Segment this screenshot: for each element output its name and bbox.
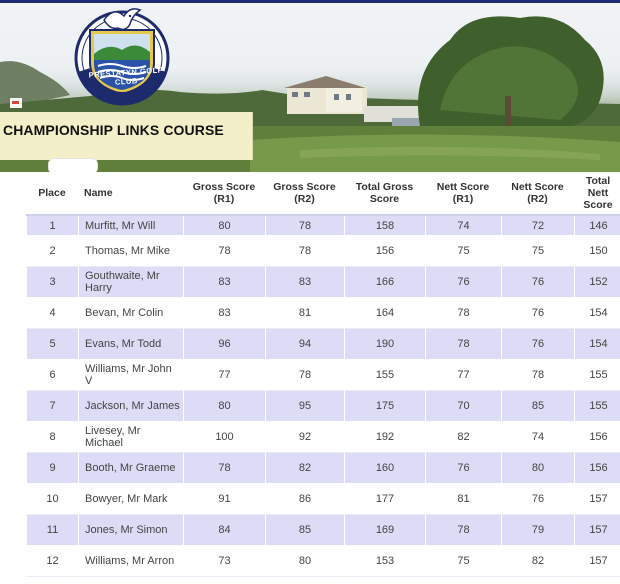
total-nett-cell: 146: [574, 216, 620, 236]
nett-r2-cell: 79: [501, 515, 574, 546]
total-nett-cell: 157: [574, 484, 620, 515]
col-header-nett-r2: Nett Score (R2): [501, 172, 574, 216]
place-cell: 9: [26, 453, 78, 484]
nett-r2-cell: 74: [501, 422, 574, 453]
nett-r1-cell: 78: [425, 298, 501, 329]
place-cell: 3: [26, 267, 78, 298]
nett-r1-cell: 82: [425, 422, 501, 453]
total-gross-cell: 190: [344, 329, 425, 360]
table-row: [26, 298, 620, 329]
place-cell: 2: [26, 236, 78, 267]
gross-r2-cell: 78: [265, 236, 344, 267]
nett-r1-cell: 75: [425, 546, 501, 577]
course-title: CHAMPIONSHIP LINKS COURSE: [3, 122, 224, 138]
place-cell: 5: [26, 329, 78, 360]
name-cell: Gouthwaite, Mr Harry: [78, 267, 183, 298]
total-gross-cell: 164: [344, 298, 425, 329]
total-gross-cell: 177: [344, 484, 425, 515]
total-gross-cell: 153: [344, 546, 425, 577]
nett-r2-cell: 76: [501, 484, 574, 515]
col-header-total-nett: Total Nett Score: [574, 172, 620, 216]
name-cell: Thomas, Mr Mike: [78, 236, 183, 267]
total-nett-cell: 155: [574, 391, 620, 422]
nett-r2-cell: 80: [501, 453, 574, 484]
name-cell: Williams, Mr John V: [78, 360, 183, 391]
table-row: [26, 546, 620, 577]
nett-r2-cell: 78: [501, 360, 574, 391]
gross-r1-cell: 83: [183, 298, 265, 329]
name-cell: Livesey, Mr Michael: [78, 422, 183, 453]
total-gross-cell: 166: [344, 267, 425, 298]
table-row: [26, 453, 620, 484]
gross-r2-cell: 80: [265, 546, 344, 577]
place-cell: 11: [26, 515, 78, 546]
nett-r2-cell: 75: [501, 236, 574, 267]
gross-r1-cell: 91: [183, 484, 265, 515]
gross-r1-cell: 80: [183, 391, 265, 422]
total-gross-cell: 169: [344, 515, 425, 546]
gross-r2-cell: 82: [265, 453, 344, 484]
nett-r1-cell: 75: [425, 236, 501, 267]
place-cell: 10: [26, 484, 78, 515]
nett-r1-cell: 78: [425, 515, 501, 546]
gross-r2-cell: 95: [265, 391, 344, 422]
table-row: [26, 391, 620, 422]
name-cell: Williams, Mr Arron: [78, 546, 183, 577]
name-cell: Booth, Mr Graeme: [78, 453, 183, 484]
table-row: [26, 267, 620, 298]
place-cell: 7: [26, 391, 78, 422]
total-nett-cell: 150: [574, 236, 620, 267]
nett-r1-cell: 70: [425, 391, 501, 422]
name-cell: Jackson, Mr James: [78, 391, 183, 422]
table-row: [26, 216, 620, 236]
gross-r1-cell: 100: [183, 422, 265, 453]
nett-r2-cell: 76: [501, 329, 574, 360]
club-logo: [70, 2, 174, 106]
place-cell: 8: [26, 422, 78, 453]
gross-r1-cell: 78: [183, 236, 265, 267]
gross-r2-cell: 81: [265, 298, 344, 329]
name-cell: Murfitt, Mr Will: [78, 216, 183, 236]
total-gross-cell: 155: [344, 360, 425, 391]
table-row: [26, 360, 620, 391]
gross-r1-cell: 73: [183, 546, 265, 577]
total-gross-cell: 175: [344, 391, 425, 422]
gross-r2-cell: 94: [265, 329, 344, 360]
place-cell: 4: [26, 298, 78, 329]
gross-r2-cell: 92: [265, 422, 344, 453]
gross-r1-cell: 80: [183, 216, 265, 236]
total-nett-cell: 154: [574, 329, 620, 360]
nett-r2-cell: 76: [501, 267, 574, 298]
nett-r2-cell: 82: [501, 546, 574, 577]
name-cell: Bowyer, Mr Mark: [78, 484, 183, 515]
col-header-gross-r2: Gross Score (R2): [265, 172, 344, 216]
table-header-row: [26, 172, 620, 216]
col-header-place: Place: [26, 172, 78, 216]
table-row: [26, 329, 620, 360]
total-gross-cell: 160: [344, 453, 425, 484]
gross-r1-cell: 96: [183, 329, 265, 360]
nett-r2-cell: 85: [501, 391, 574, 422]
gross-r2-cell: 78: [265, 360, 344, 391]
gross-r1-cell: 78: [183, 453, 265, 484]
col-header-name: Name: [78, 172, 183, 216]
name-cell: Jones, Mr Simon: [78, 515, 183, 546]
place-cell: 12: [26, 546, 78, 577]
table-row: [26, 484, 620, 515]
nett-r1-cell: 76: [425, 267, 501, 298]
gross-r2-cell: 83: [265, 267, 344, 298]
total-nett-cell: 156: [574, 422, 620, 453]
gross-r2-cell: 85: [265, 515, 344, 546]
nett-r1-cell: 76: [425, 453, 501, 484]
results-table-container: [26, 172, 620, 584]
col-header-total-gross: Total Gross Score: [344, 172, 425, 216]
nett-r2-cell: 72: [501, 216, 574, 236]
gross-r1-cell: 77: [183, 360, 265, 391]
place-cell: 6: [26, 360, 78, 391]
total-nett-cell: 157: [574, 546, 620, 577]
results-table: [26, 172, 620, 577]
nett-r2-cell: 76: [501, 298, 574, 329]
total-nett-cell: 156: [574, 453, 620, 484]
logo-text: PRESTATYN GOLF CLUB: [88, 65, 164, 87]
nett-r1-cell: 77: [425, 360, 501, 391]
total-nett-cell: 152: [574, 267, 620, 298]
col-header-nett-r1: Nett Score (R1): [425, 172, 501, 216]
table-row: [26, 422, 620, 453]
nett-r1-cell: 81: [425, 484, 501, 515]
name-cell: Bevan, Mr Colin: [78, 298, 183, 329]
name-cell: Evans, Mr Todd: [78, 329, 183, 360]
total-nett-cell: 155: [574, 360, 620, 391]
place-cell: 1: [26, 216, 78, 236]
total-gross-cell: 156: [344, 236, 425, 267]
total-gross-cell: 192: [344, 422, 425, 453]
total-gross-cell: 158: [344, 216, 425, 236]
col-header-gross-r1: Gross Score (R1): [183, 172, 265, 216]
gross-r2-cell: 86: [265, 484, 344, 515]
nett-r1-cell: 78: [425, 329, 501, 360]
gross-r1-cell: 84: [183, 515, 265, 546]
header-banner: [0, 0, 620, 172]
table-row: [26, 515, 620, 546]
gross-r1-cell: 83: [183, 267, 265, 298]
total-nett-cell: 154: [574, 298, 620, 329]
gross-r2-cell: 78: [265, 216, 344, 236]
table-row: [26, 236, 620, 267]
total-nett-cell: 157: [574, 515, 620, 546]
nett-r1-cell: 74: [425, 216, 501, 236]
